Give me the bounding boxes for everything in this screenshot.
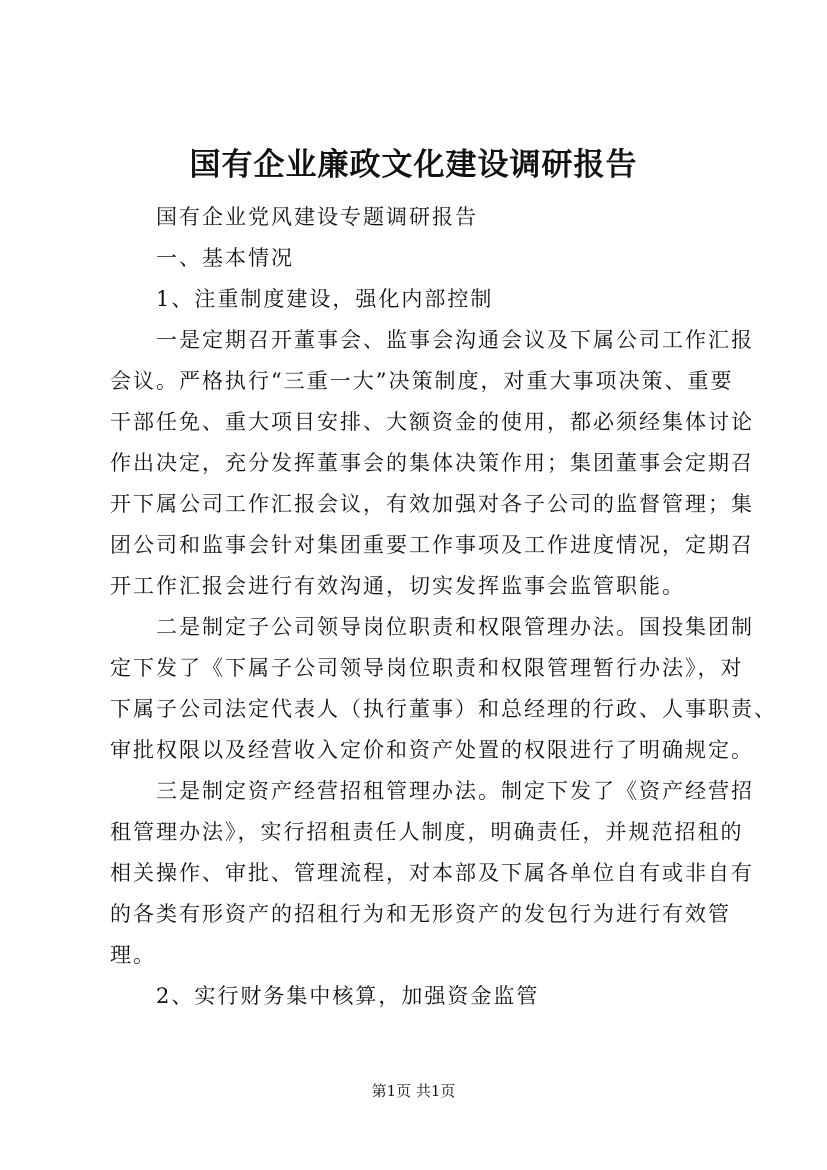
paragraph-line: 相关操作、审批、管理流程，对本部及下属各单位自有或非自有 xyxy=(110,861,754,885)
document-title: 国有企业廉政文化建设调研报告 xyxy=(189,147,638,183)
subsection-heading: 1、注重制度建设，强化内部控制 xyxy=(156,287,494,311)
paragraph-line: 定下发了《下属子公司领导岗位职责和权限管理暂行办法》，对 xyxy=(110,656,744,680)
paragraph-line: 开下属公司工作汇报会议，有效加强对各子公司的监督管理；集 xyxy=(110,492,754,516)
paragraph-line: 团公司和监事会针对集团重要工作事项及工作进度情况，定期召 xyxy=(110,533,754,557)
paragraph-line: 租管理办法》，实行招租责任人制度，明确责任，并规范招租的 xyxy=(110,820,744,844)
paragraph-line: 的各类有形资产的招租行为和无形资产的发包行为进行有效管 xyxy=(110,902,731,926)
document-body xyxy=(110,197,777,1017)
paragraph-line: 二是制定子公司领导岗位职责和权限管理办法。国投集团制 xyxy=(156,615,754,639)
paragraph-line: 三是制定资产经营招租管理办法。制定下发了《资产经营招 xyxy=(156,779,754,803)
page-footer: 第1页 共1页 xyxy=(371,1082,456,1100)
paragraph-line: 干部任免、重大项目安排、大额资金的使用，都必须经集体讨论 xyxy=(110,410,754,434)
paragraph-line: 开工作汇报会进行有效沟通，切实发挥监事会监管职能。 xyxy=(110,574,685,598)
subtitle-line: 国有企业党风建设专题调研报告 xyxy=(156,205,478,229)
subsection-heading: 2、实行财务集中核算，加强资金监管 xyxy=(156,984,540,1008)
paragraph-line: 一是定期召开董事会、监事会沟通会议及下属公司工作汇报 xyxy=(156,328,754,352)
paragraph-line: 下属子公司法定代表人（执行董事）和总经理的行政、人事职责、 xyxy=(110,697,777,721)
paragraph-line: 作出决定，充分发挥董事会的集体决策作用；集团董事会定期召 xyxy=(110,451,754,475)
paragraph-line: 理。 xyxy=(110,943,156,967)
section-heading: 一、基本情况 xyxy=(156,246,294,270)
paragraph-line: 会议。严格执行“三重一大”决策制度，对重大事项决策、重要 xyxy=(110,369,734,393)
paragraph-line: 审批权限以及经营收入定价和资产处置的权限进行了明确规定。 xyxy=(110,738,754,762)
